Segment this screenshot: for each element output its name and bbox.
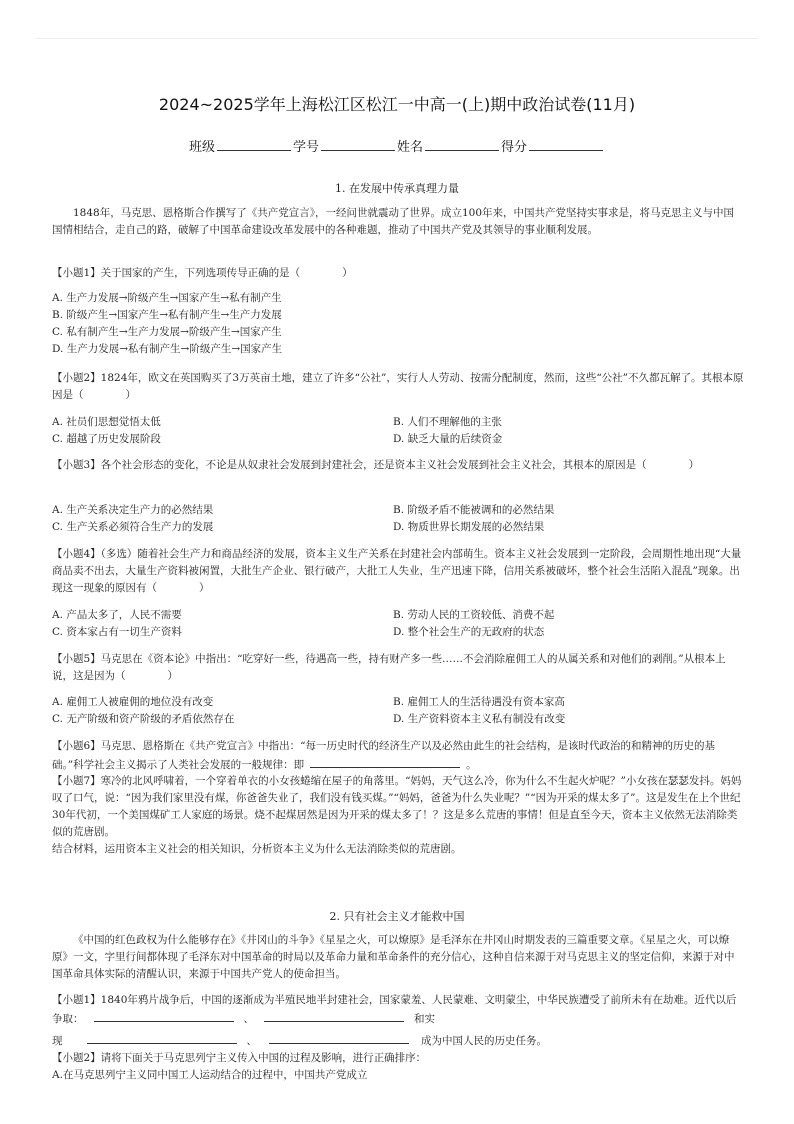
q1-stem: 【小题1】关于国家的产生，下列选项传导正确的是（ ） (52, 267, 353, 279)
s2-q1-text-2 (52, 1031, 744, 1050)
q2-stem: 【小题2】1824年，欧文在英国购买了3万英亩土地，建立了许多“公社”，实行人人劳动、按需分配制度，然而，这些“公社”不久都瓦解了。其根本原因是（ ） (52, 372, 744, 401)
section1-title: 1. 在发展中传承真理力量 (335, 182, 459, 195)
q5-stem: 【小题5】马克思在《资本论》中指出：“吃穿好一些，待遇高一些，持有财产多一些……不会消除雇佣工人的从属关系和对他们的剥削。”从根本上说，这是因为（ ） (52, 653, 726, 682)
section1-intro: 1848年，马克思、恩格斯合作撰写了《共产党宣言》，一经问世就震动了世界。成立100年来，中国共产党坚持实事求是，将马克思主义与中国国情相结合，走自己的路，破解了中国革命建设改革发展中的各种难题，推动了中国共产党及其领导的事业顺利发展。 (52, 207, 735, 236)
q5-option-c[interactable]: C. 无产阶级和资产阶级的矛盾依然存在 (52, 713, 235, 725)
q3-option-b[interactable]: B. 阶级矛盾不能被调和的必然结果 (393, 504, 555, 516)
id-label: 学号 (292, 140, 319, 155)
s2-q2-stem: 【小题2】请将下面关于马克思列宁主义传入中国的过程及影响，进行正确排序： (52, 1052, 427, 1064)
s2-q1-blank-2[interactable] (264, 1009, 404, 1022)
q3-stem: 【小题3】各个社会形态的变化，不论是从奴隶社会发展到封建社会，还是资本主义社会发展到社会主义社会，其根本的原因是（ ） (52, 459, 700, 471)
name-field[interactable] (425, 138, 499, 151)
q1-option-d[interactable]: D. 生产力发展→私有制产生→阶级产生→国家产生 (52, 343, 283, 355)
q6-stem: 【小题6】马克思、恩格斯在《共产党宣言》中指出：“每一历史时代的经济生产以及必然由此生的社会结构，是该时代政治的和精神的历史的基础。”科学社会主义揭示了人类社会发展的一般规律：即 (52, 740, 716, 771)
q1-option-c[interactable]: C. 私有制产生→生产力发展→阶级产生→国家产生 (52, 326, 282, 338)
q3-option-a[interactable]: A. 生产关系决定生产力的必然结果 (52, 504, 214, 516)
q7-text: 【小题7】寒冷的北风呼啸着，一个穿着单衣的小女孩蜷缩在屋子的角落里。“妈妈，天气这么冷，你为什么不生起火炉呢？”小女孩在瑟瑟发抖。妈妈叹了口气，说：“因为我们家里没有煤，你爸爸失业了，我们没有钱买煤。”“妈妈，爸爸为什么失业呢？”“因为开采的煤太多了”。这是发生在上个世纪30年代初，一个美国煤矿工人家庭的场景。烧不起煤居然是因为开采的煤太多了！？这是多么荒唐的事情！但是直至今天，资本主义依然无法消除类似的荒唐剧。 (52, 775, 742, 838)
q4-stem: 【小题4】（多选）随着社会生产力和商品经济的发展，资本主义生产关系在封建社会内部萌生。资本主义社会发展到一定阶段，会周期性地出现“大量商品卖不出去，大量生产资料被闲置，大批生产企业、银行破产，大批工人失业，生产迅速下降，信用关系被破坏，整个社会生活陷入混乱”现象。出现这一现象的原因有（ ） (52, 548, 742, 594)
name-label: 姓名 (397, 140, 424, 155)
s2-q1-stem: 【小题1】1840年鸦片战争后，中国的逐渐成为半殖民地半封建社会，国家蒙羞、人民蒙难、文明蒙尘，中华民族遭受了前所未有在劫难。近代以后争取： (52, 994, 737, 1025)
score-label: 得分 (501, 140, 528, 155)
q1-option-a[interactable]: A. 生产力发展→阶级产生→国家产生→私有制产生 (52, 292, 282, 304)
q2-option-d[interactable]: D. 缺乏大量的后续资金 (393, 433, 503, 445)
q4-option-d[interactable]: D. 整个社会生产的无政府的状态 (393, 626, 545, 638)
q6-end: 。 (466, 759, 477, 771)
q4-option-c[interactable]: C. 资本家占有一切生产资料 (52, 626, 182, 638)
class-label: 班级 (188, 140, 215, 155)
s2-q1-realize: 现 (52, 1035, 63, 1047)
s2-q1-sep: 、 (243, 1013, 254, 1025)
q4-option-a[interactable]: A. 产品太多了，人民不需要 (52, 609, 182, 621)
q4-option-b[interactable]: B. 劳动人民的工资较低、消费不起 (393, 609, 555, 621)
q3-option-c[interactable]: C. 生产关系必须符合生产力的发展 (52, 521, 214, 533)
header-divider (36, 38, 758, 39)
q2-option-c[interactable]: C. 超越了历史发展阶段 (52, 433, 161, 445)
q5-option-b[interactable]: B. 雇佣工人的生活待遇没有资本家高 (393, 696, 565, 708)
q6-blank[interactable] (310, 755, 460, 768)
q1-option-b[interactable]: B. 阶级产生→国家产生→私有制产生→生产力发展 (52, 309, 282, 321)
score-field[interactable] (529, 138, 603, 151)
page-title: 2024~2025学年上海松江区松江一中高一(上)期中政治试卷(11月) (158, 95, 636, 114)
s2-q1-blank-4[interactable] (269, 1031, 409, 1044)
s2-q1-and: 和实 (414, 1013, 435, 1025)
s2-q1-blank-3[interactable] (87, 1031, 237, 1044)
s2-q2-option-a: A.在马克思列宁主义同中国工人运动结合的过程中，中国共产党成立 (52, 1069, 368, 1081)
q5-option-a[interactable]: A. 雇佣工人被雇佣的地位没有改变 (52, 696, 214, 708)
id-field[interactable] (321, 138, 395, 151)
s2-q1-sep2: 、 (246, 1035, 257, 1047)
s2-q1-text (52, 992, 744, 1028)
s2-q1-blank-1[interactable] (94, 1009, 234, 1022)
section2-intro: 《中国的红色政权为什么能够存在》《井冈山的斗争》《星星之火，可以燎原》是毛泽东在井冈山时期发表的三篇重要文章。《星星之火，可以燎原》一文，字里行间都体现了毛泽东对中国革命的时局以及革命力量和革命条件的充分信心，这种自信来源于对马克思主义的坚定信仰，来源于对中国革命具体实际的清醒认识，来源于中国共产党人的使命担当。 (52, 934, 735, 980)
q2-option-a[interactable]: A. 社员们思想觉悟太低 (52, 416, 161, 428)
student-info-row (0, 136, 794, 155)
q2-option-b[interactable]: B. 人们不理解他的主张 (393, 416, 502, 428)
q5-option-d[interactable]: D. 生产资料资本主义私有制没有改变 (393, 713, 566, 725)
q7-task: 结合材料，运用资本主义社会的相关知识，分析资本主义为什么无法消除类似的荒唐剧。 (52, 843, 462, 855)
q6-text (52, 738, 744, 774)
s2-q1-end: 成为中国人民的历史任务。 (421, 1035, 547, 1047)
q3-option-d[interactable]: D. 物质世界长期发展的必然结果 (393, 521, 545, 533)
class-field[interactable] (217, 138, 291, 151)
section2-title: 2. 只有社会主义才能救中国 (329, 910, 465, 923)
